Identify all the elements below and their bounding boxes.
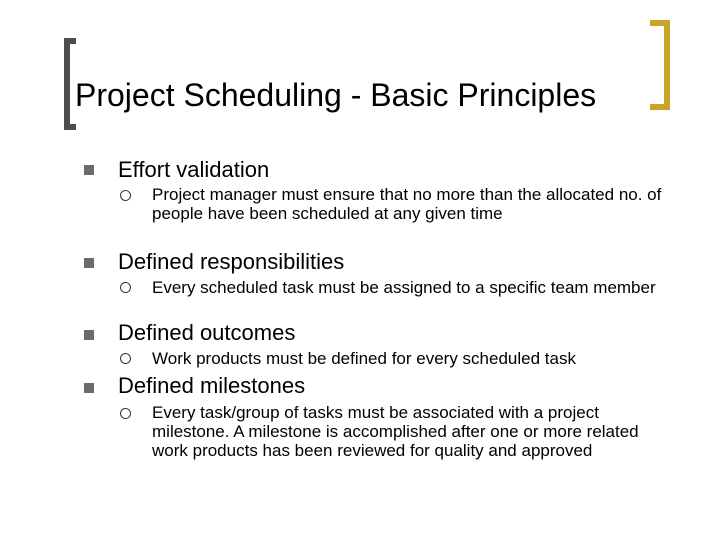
hollow-circle-bullet-icon — [120, 190, 131, 201]
hollow-circle-bullet-icon — [120, 353, 131, 364]
bullet-detail: Every task/group of tasks must be associated with a project milestone. A milestone is accomplished after one or more related work products has been reviewed for quality and approved — [152, 403, 639, 460]
square-bullet-icon — [84, 330, 94, 340]
slide-title: Project Scheduling - Basic Principles — [75, 77, 597, 113]
hollow-circle-bullet-icon — [120, 408, 131, 419]
square-bullet-icon — [84, 383, 94, 393]
bullet-detail: Work products must be defined for every scheduled task — [152, 349, 576, 368]
bullet-detail: Every scheduled task must be assigned to a specific team member — [152, 278, 656, 297]
bullet-heading: Defined outcomes — [118, 320, 296, 345]
bullet-heading: Defined milestones — [118, 373, 306, 398]
square-bullet-icon — [84, 258, 94, 268]
square-bullet-icon — [84, 165, 94, 175]
bullet-heading: Defined responsibilities — [118, 249, 345, 274]
bullet-heading: Effort validation — [118, 157, 270, 182]
hollow-circle-bullet-icon — [120, 282, 131, 293]
bullet-detail: Project manager must ensure that no more than the allocated no. of people have been scheduled at any given time — [152, 185, 662, 223]
